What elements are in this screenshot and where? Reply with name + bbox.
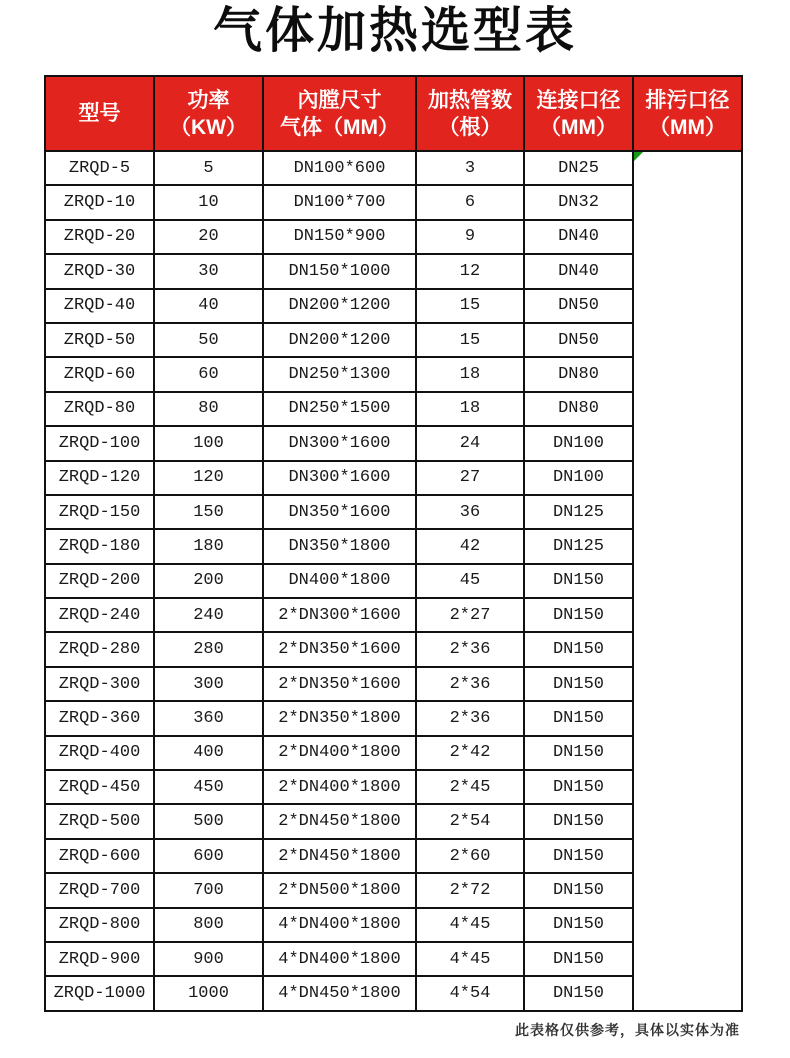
table-cell: 80	[154, 392, 263, 426]
table-body	[45, 151, 742, 1011]
table-cell: ZRQD-500	[45, 804, 154, 838]
table-cell: ZRQD-400	[45, 736, 154, 770]
table-cell: DN25	[524, 151, 633, 185]
column-header-label: （MM）	[540, 115, 617, 139]
table-cell: 30	[154, 254, 263, 288]
table-cell: 3	[416, 151, 524, 185]
table-cell: 180	[154, 529, 263, 563]
table-cell: DN100	[524, 426, 633, 460]
column-header-label: （MM）	[649, 115, 726, 139]
table-cell: 2*54	[416, 804, 524, 838]
table-cell: 100	[154, 426, 263, 460]
table-cell: 36	[416, 495, 524, 529]
table-cell: 60	[154, 357, 263, 391]
table-cell: 2*60	[416, 839, 524, 873]
table-cell: DN250*1500	[263, 392, 416, 426]
table-cell: 2*DN400*1800	[263, 770, 416, 804]
table-cell: 18	[416, 392, 524, 426]
table-cell: ZRQD-300	[45, 667, 154, 701]
page-title: 气体加热选型表	[212, 4, 577, 58]
table-cell: DN150	[524, 736, 633, 770]
column-header-label: 连接口径	[536, 88, 621, 112]
table-cell: DN250*1300	[263, 357, 416, 391]
table-cell: DN150	[524, 701, 633, 735]
table-cell: 2*DN300*1600	[263, 598, 416, 632]
table-cell: 2*45	[416, 770, 524, 804]
table-cell: DN200*1200	[263, 289, 416, 323]
cell-comment-marker-icon	[634, 152, 643, 161]
table-cell: 300	[154, 667, 263, 701]
table-cell: ZRQD-20	[45, 220, 154, 254]
column-header-connection-diameter	[524, 76, 633, 151]
table-cell: 2*DN450*1800	[263, 804, 416, 838]
table-cell: 1000	[154, 976, 263, 1011]
table-cell: DN40	[524, 220, 633, 254]
table-cell: 200	[154, 564, 263, 598]
column-header-label: 型号	[78, 102, 121, 125]
table-cell: ZRQD-200	[45, 564, 154, 598]
table-cell: 900	[154, 942, 263, 976]
table-cell: 40	[154, 289, 263, 323]
table-header	[45, 76, 742, 151]
table-cell: ZRQD-240	[45, 598, 154, 632]
table-cell: 400	[154, 736, 263, 770]
table-cell: 20	[154, 220, 263, 254]
table-cell: 600	[154, 839, 263, 873]
table-cell: DN150	[524, 839, 633, 873]
table-cell: DN32	[524, 185, 633, 219]
table-cell: 2*42	[416, 736, 524, 770]
table-cell: DN150*900	[263, 220, 416, 254]
table-cell: 120	[154, 461, 263, 495]
table-cell: ZRQD-280	[45, 632, 154, 666]
column-header-tube-count	[416, 76, 524, 151]
table-cell: 4*54	[416, 976, 524, 1011]
table-cell: 4*45	[416, 908, 524, 942]
table-cell: ZRQD-40	[45, 289, 154, 323]
column-header-label: 排污口径	[645, 88, 730, 112]
table-cell: 800	[154, 908, 263, 942]
table-cell: ZRQD-60	[45, 357, 154, 391]
table-cell: 6	[416, 185, 524, 219]
table-cell: DN125	[524, 495, 633, 529]
table-cell: ZRQD-900	[45, 942, 154, 976]
table-cell: DN50	[524, 289, 633, 323]
table-cell: DN150	[524, 976, 633, 1011]
table-cell: 2*DN450*1800	[263, 839, 416, 873]
column-header-label: 功率	[187, 88, 230, 112]
table-cell: DN350*1600	[263, 495, 416, 529]
table-cell: DN150	[524, 908, 633, 942]
table-cell: 2*DN350*1600	[263, 667, 416, 701]
table-cell: DN150	[524, 770, 633, 804]
table-cell: DN150	[524, 873, 633, 907]
table-cell: ZRQD-360	[45, 701, 154, 735]
table-cell: 2*DN500*1800	[263, 873, 416, 907]
table-cell: 9	[416, 220, 524, 254]
table-cell: ZRQD-100	[45, 426, 154, 460]
table-cell: 24	[416, 426, 524, 460]
table-cell: DN150	[524, 942, 633, 976]
table-cell: ZRQD-450	[45, 770, 154, 804]
table-cell: 2*36	[416, 701, 524, 735]
column-header-drain-diameter	[633, 76, 742, 151]
table-cell: ZRQD-600	[45, 839, 154, 873]
table-cell: 450	[154, 770, 263, 804]
table-cell: DN100*700	[263, 185, 416, 219]
column-header-model	[45, 76, 154, 151]
table-cell: ZRQD-5	[45, 151, 154, 185]
table-cell: DN100*600	[263, 151, 416, 185]
table-cell: 27	[416, 461, 524, 495]
table-cell: DN80	[524, 357, 633, 391]
table-cell: 2*27	[416, 598, 524, 632]
table-cell: DN80	[524, 392, 633, 426]
column-header-power	[154, 76, 263, 151]
table-cell: DN125	[524, 529, 633, 563]
column-header-chamber-size	[263, 76, 416, 151]
footnote: 此表格仅供参考，具体以实体为准	[515, 1022, 740, 1038]
table-cell: 2*36	[416, 632, 524, 666]
table-cell: ZRQD-120	[45, 461, 154, 495]
table-cell: DN100	[524, 461, 633, 495]
table-cell: 700	[154, 873, 263, 907]
table-cell: DN400*1800	[263, 564, 416, 598]
table-cell: DN150	[524, 632, 633, 666]
table-cell: ZRQD-10	[45, 185, 154, 219]
column-header-label: （根）	[438, 115, 502, 139]
table-cell: 2*DN350*1600	[263, 632, 416, 666]
table-row	[45, 151, 742, 185]
column-header-label: 加热管数	[428, 88, 512, 112]
table-cell: DN40	[524, 254, 633, 288]
column-header-label: 內膛尺寸	[297, 88, 382, 112]
table-cell: DN150	[524, 667, 633, 701]
table-cell: DN200*1200	[263, 323, 416, 357]
table-cell: ZRQD-80	[45, 392, 154, 426]
table-cell: ZRQD-1000	[45, 976, 154, 1011]
table-cell: ZRQD-180	[45, 529, 154, 563]
table-cell: ZRQD-700	[45, 873, 154, 907]
table-cell: DN300*1600	[263, 461, 416, 495]
table-cell: DN150	[524, 804, 633, 838]
table-cell: 45	[416, 564, 524, 598]
table-header-row	[45, 76, 742, 151]
table-cell: 2*DN400*1800	[263, 736, 416, 770]
table-cell: 240	[154, 598, 263, 632]
table-cell: ZRQD-30	[45, 254, 154, 288]
table-cell: 2*36	[416, 667, 524, 701]
table-cell: 2*DN350*1800	[263, 701, 416, 735]
table-cell: 10	[154, 185, 263, 219]
table-cell: 42	[416, 529, 524, 563]
gas-heater-spec-table	[44, 75, 743, 1012]
table-cell: 2*72	[416, 873, 524, 907]
table-cell: DN150	[524, 564, 633, 598]
table-cell: 18	[416, 357, 524, 391]
table-cell: ZRQD-800	[45, 908, 154, 942]
drain-diameter-merged-cell	[633, 151, 742, 1011]
table-cell: 4*DN400*1800	[263, 908, 416, 942]
table-cell: 50	[154, 323, 263, 357]
table-cell: 150	[154, 495, 263, 529]
table-cell: 360	[154, 701, 263, 735]
table-cell: 4*DN450*1800	[263, 976, 416, 1011]
table-cell: 12	[416, 254, 524, 288]
table-cell: 4*45	[416, 942, 524, 976]
table-cell: DN150*1000	[263, 254, 416, 288]
table-cell: DN300*1600	[263, 426, 416, 460]
table-cell: 4*DN400*1800	[263, 942, 416, 976]
table-cell: ZRQD-50	[45, 323, 154, 357]
table-cell: DN150	[524, 598, 633, 632]
table-cell: 500	[154, 804, 263, 838]
table-cell: 15	[416, 289, 524, 323]
table-cell: DN50	[524, 323, 633, 357]
table-cell: 280	[154, 632, 263, 666]
table-cell: 15	[416, 323, 524, 357]
column-header-label: 气体（MM）	[280, 115, 399, 139]
table-cell: 5	[154, 151, 263, 185]
column-header-label: （KW）	[170, 115, 247, 139]
table-cell: ZRQD-150	[45, 495, 154, 529]
table-cell: DN350*1800	[263, 529, 416, 563]
